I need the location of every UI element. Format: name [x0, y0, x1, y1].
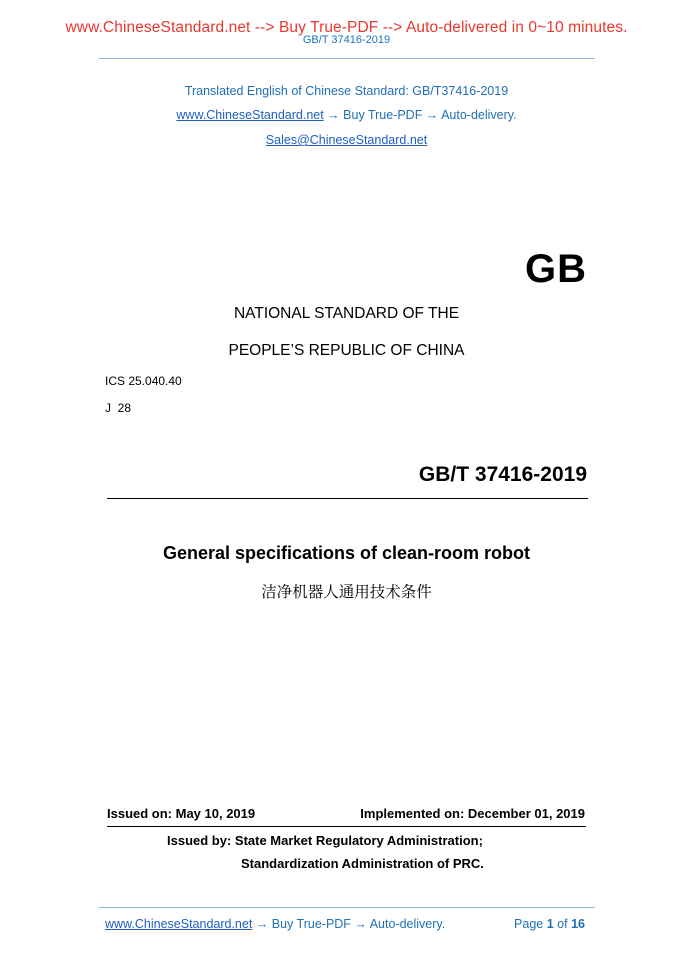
- promo-text: → Buy True-PDF → Auto-delivery.: [323, 108, 517, 122]
- site-link[interactable]: www.ChineseStandard.net: [176, 108, 324, 122]
- document-title-chinese: 洁净机器人通用技术条件: [261, 583, 432, 601]
- footer-divider: [99, 907, 595, 908]
- top-banner[interactable]: www.ChineseStandard.net --> Buy True-PDF --> Auto-delivered in 0~10 minutes.: [65, 19, 628, 36]
- page-label: Page: [514, 917, 544, 931]
- footer-promo: [105, 917, 445, 931]
- header-divider: [99, 58, 595, 59]
- footer-promo-text: → Buy True-PDF → Auto-delivery.: [252, 917, 446, 931]
- header-standard-code: GB/T 37416-2019: [302, 34, 391, 46]
- page-indicator: [514, 917, 585, 931]
- national-standard-line2: PEOPLE’S REPUBLIC OF CHINA: [228, 342, 465, 359]
- page-current: 1: [546, 917, 554, 931]
- page-total: 16: [571, 917, 585, 931]
- email-line: [0, 133, 693, 147]
- issued-by-line2: Standardization Administration of PRC.: [241, 856, 484, 871]
- standard-number: GB/T 37416-2019: [418, 463, 587, 486]
- national-standard-line1: NATIONAL STANDARD OF THE: [233, 305, 460, 322]
- issued-by-line1: Issued by: State Market Regulatory Administration;: [167, 833, 483, 848]
- document-title: General specifications of clean-room robot: [162, 543, 531, 563]
- gb-logo: GB: [525, 247, 587, 291]
- footer-site-link[interactable]: www.ChineseStandard.net: [105, 917, 253, 931]
- implemented-on: Implemented on: December 01, 2019: [360, 806, 585, 821]
- translation-note: Translated English of Chinese Standard: GB/T37416-2019: [184, 84, 509, 98]
- ics-code: ICS 25.040.40: [105, 374, 182, 388]
- issued-on: Issued on: May 10, 2019: [107, 806, 256, 821]
- page-of: of: [557, 917, 568, 931]
- title-divider: [107, 498, 588, 499]
- ccs-code: J 28: [105, 401, 132, 415]
- email-link[interactable]: Sales@ChineseStandard.net: [265, 133, 428, 147]
- promo-line: [0, 108, 693, 122]
- dates-divider: [107, 826, 586, 827]
